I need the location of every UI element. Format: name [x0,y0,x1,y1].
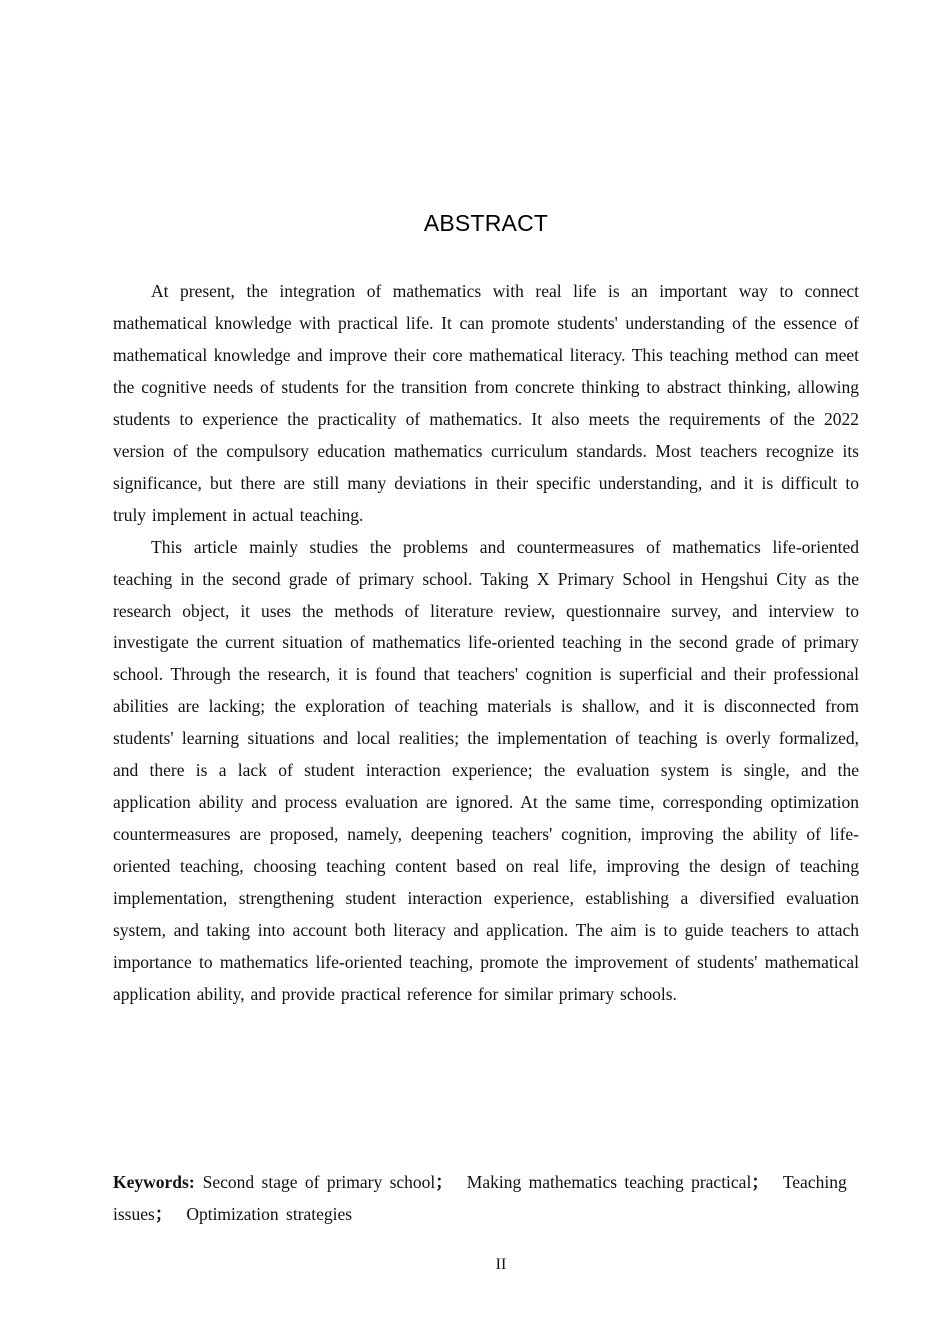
keyword-item: Second stage of primary school [202,1172,436,1192]
page-number: II [495,1256,507,1273]
keyword-separator: ； [154,1204,173,1224]
keyword-item: Teaching issues [113,1172,847,1224]
keyword-separator: ； [435,1172,453,1192]
keyword-item: Making mathematics teaching practical [466,1172,752,1192]
keywords-section [113,1166,859,1230]
abstract-body [113,276,859,1011]
keyword-item: Optimization strategies [186,1204,353,1224]
abstract-paragraph-2: This article mainly studies the problems and countermeasures of mathematics life-oriented teaching in the second grade of primary school. Taking X Primary School in Hengshui City as the research object, it uses the methods of literature review, questionnaire survey, and interview to investigate the current situation of mathematics life-oriented teaching in the second grade of primary school. Through the research, it is found that teachers' cognition is superficial and their professional abilities are lacking; the exploration of teaching materials is shallow, and it is disconnected from students' learning situations and local realities; the implementation of teaching is overly formalized, and there is a lack of student interaction experience; the evaluation system is single, and the application ability and process evaluation are ignored. At the same time, corresponding optimization countermeasures are proposed, namely, deepening teachers' cognition, improving the ability of life-oriented teaching, choosing teaching content based on real life, improving the design of teaching implementation, strengthening student interaction experience, establishing a diversified evaluation system, and taking into account both literacy and application. The aim is to guide teachers to attach importance to mathematics life-oriented teaching, promote the improvement of students' mathematical application ability, and provide practical reference for similar primary schools. [113,536,859,1004]
keywords-label: Keywords: [113,1172,195,1192]
page-title: ABSTRACT [423,210,549,236]
abstract-paragraph-1: At present, the integration of mathematics with real life is an important way to connect mathematical knowledge with practical life. It can promote students' understanding of the essence of mathematical knowledge and improve their core mathematical literacy. This teaching method can meet the cognitive needs of students for the transition from concrete thinking to abstract thinking, allowing students to experience the practicality of mathematics. It also meets the requirements of the 2022 version of the compulsory education mathematics curriculum standards. Most teachers recognize its significance, but there are still many deviations in their specific understanding, and it is difficult to truly implement in actual teaching. [113,281,859,525]
keyword-separator: ； [751,1172,769,1192]
